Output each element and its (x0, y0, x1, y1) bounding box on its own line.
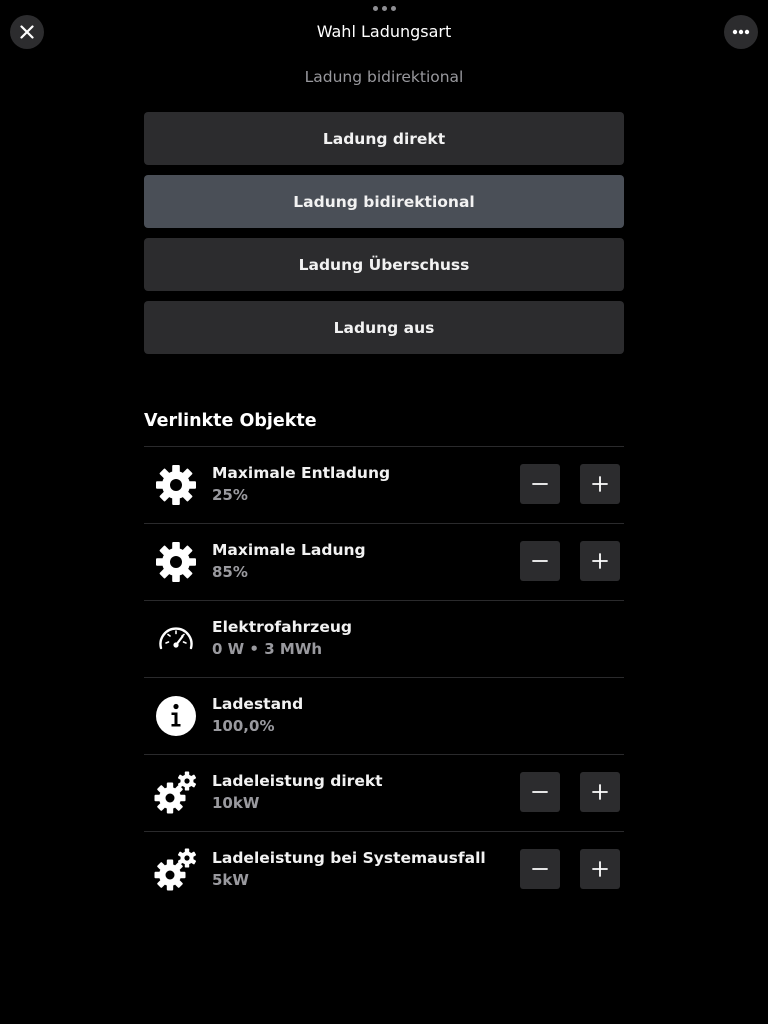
mode-button-direkt[interactable] (144, 112, 624, 165)
speedometer-icon (154, 617, 198, 661)
mode-button-ueberschuss[interactable] (144, 238, 624, 291)
item-value: 25% (212, 486, 248, 504)
ellipsis-icon (732, 29, 750, 35)
item-value: 0 W • 3 MWh (212, 640, 323, 658)
decrease-button[interactable] (520, 772, 560, 812)
item-label: Ladeleistung direkt (212, 772, 383, 790)
gears-icon (154, 848, 198, 892)
mode-button-bidirektional[interactable] (144, 175, 624, 228)
plus-icon (591, 783, 609, 801)
item-value: 100,0% (212, 717, 275, 735)
item-label: Ladeleistung bei Systemausfall (212, 849, 486, 867)
item-label: Maximale Entladung (212, 464, 391, 482)
minus-icon (531, 552, 549, 570)
current-mode-label: Ladung bidirektional (304, 68, 464, 86)
plus-icon (591, 860, 609, 878)
minus-icon (531, 860, 549, 878)
list-item-ladeleistung-systemausfall (144, 831, 624, 908)
list-item-maximale-ladung (144, 523, 624, 600)
item-label: Elektrofahrzeug (212, 618, 352, 636)
increase-button[interactable] (580, 464, 620, 504)
charge-mode-list (144, 112, 624, 364)
more-options-button[interactable] (724, 15, 758, 49)
mode-label: Ladung Überschuss (298, 255, 470, 274)
gear-icon (154, 540, 198, 584)
item-label: Maximale Ladung (212, 541, 366, 559)
minus-icon (531, 783, 549, 801)
increase-button[interactable] (580, 772, 620, 812)
item-label: Ladestand (212, 695, 304, 713)
decrease-button[interactable] (520, 849, 560, 889)
sheet-grabber-icon[interactable] (373, 6, 396, 11)
linked-objects-list (144, 446, 624, 908)
item-value: 10kW (212, 794, 260, 812)
section-title: Verlinkte Objekte (144, 411, 317, 431)
minus-icon (531, 475, 549, 493)
mode-label: Ladung direkt (322, 129, 446, 148)
mode-label: Ladung bidirektional (293, 192, 475, 211)
page-title: Wahl Ladungsart (316, 22, 452, 41)
increase-button[interactable] (580, 849, 620, 889)
gear-icon (154, 463, 198, 507)
list-item-ladeleistung-direkt (144, 754, 624, 831)
plus-icon (591, 552, 609, 570)
increase-button[interactable] (580, 541, 620, 581)
info-icon (154, 694, 198, 738)
mode-label: Ladung aus (333, 318, 435, 337)
plus-icon (591, 475, 609, 493)
mode-button-aus[interactable] (144, 301, 624, 354)
list-item-ladestand[interactable] (144, 677, 624, 754)
list-item-maximale-entladung (144, 446, 624, 523)
decrease-button[interactable] (520, 541, 560, 581)
item-value: 85% (212, 563, 248, 581)
decrease-button[interactable] (520, 464, 560, 504)
gears-icon (154, 771, 198, 815)
list-item-elektrofahrzeug[interactable] (144, 600, 624, 677)
item-value: 5kW (212, 871, 249, 889)
